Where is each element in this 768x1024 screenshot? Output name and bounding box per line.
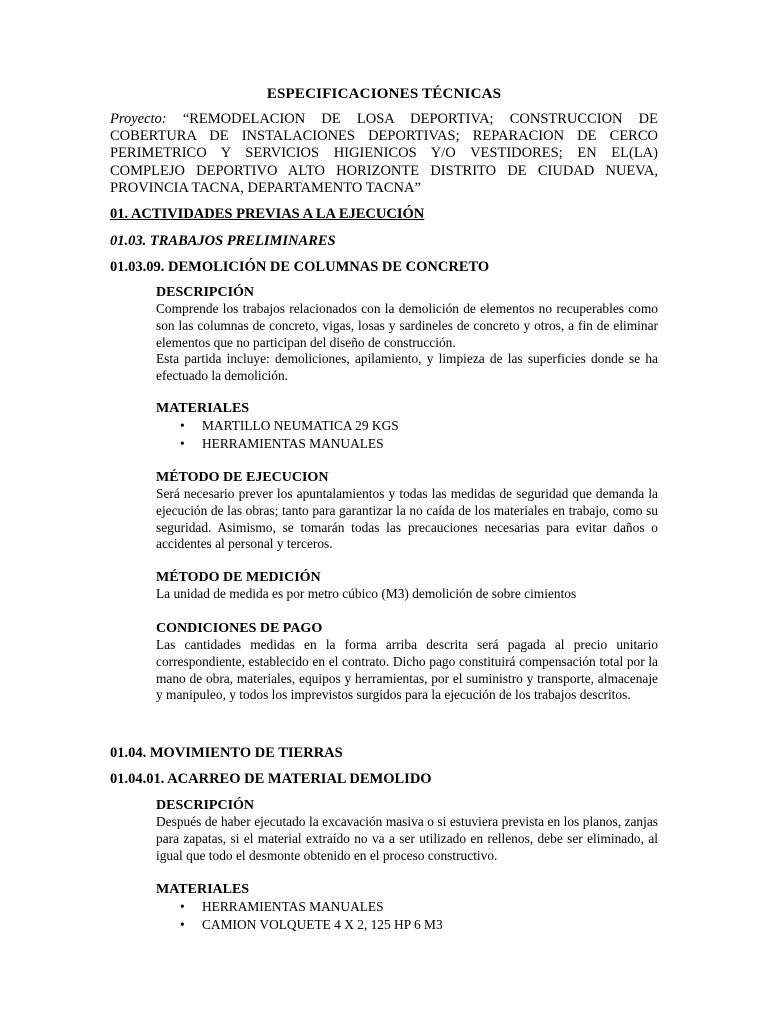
project-label: Proyecto: xyxy=(110,111,167,127)
metodo-medicion-title: MÉTODO DE MEDICIÓN xyxy=(156,570,321,585)
subsection-heading-0104: 01.04. MOVIMIENTO DE TIERRAS xyxy=(110,745,343,761)
bullet-icon: • xyxy=(180,916,185,932)
condiciones-pago-title: CONDICIONES DE PAGO xyxy=(156,621,323,636)
item-heading-010309: 01.03.09. DEMOLICIÓN DE COLUMNAS DE CONCRETO xyxy=(110,259,490,275)
list-item: • MARTILLO NEUMATICA 29 KGS xyxy=(180,418,399,433)
materiales-list xyxy=(156,417,658,452)
metodo-ejecucion-block xyxy=(156,469,658,553)
descripcion-block-010401 xyxy=(156,797,658,864)
list-item: • CAMION VOLQUETE 4 X 2, 125 HP 6 M3 xyxy=(180,916,443,932)
materiales-block-010309 xyxy=(156,400,658,452)
item-heading-010401: 01.04.01. ACARREO DE MATERIAL DEMOLIDO xyxy=(110,771,432,787)
metodo-ejecucion-title: MÉTODO DE EJECUCION xyxy=(156,470,329,485)
metodo-medicion-paragraph: La unidad de medida es por metro cúbico (M3) demolición de sobre cimientos xyxy=(156,586,577,601)
descripcion-block-010309 xyxy=(156,284,658,385)
metodo-medicion-block xyxy=(156,569,658,603)
metodo-ejecucion-paragraph: Será necesario prever los apuntalamientos y todas las medidas de seguridad que demanda la ejecución de las obras; tanto para garantizar la no caída de los materiales en trabajo, como su seguridad. Asimismo, se tomarán todas las precauciones necesarias para evitar daños o accidentes al personal y terceros. xyxy=(156,486,658,552)
materiales-title: MATERIALES xyxy=(156,401,250,416)
bullet-icon: • xyxy=(180,899,185,914)
document-title: ESPECIFICACIONES TÉCNICAS xyxy=(266,86,502,102)
descripcion-paragraph: Esta partida incluye: demoliciones, apilamiento, y limpieza de las superficies donde se ha efectuado la demolición. xyxy=(156,351,658,384)
subsection-heading-0103: 01.03. TRABAJOS PRELIMINARES xyxy=(110,233,336,249)
condiciones-pago-paragraph: Las cantidades medidas en la forma arriba descrita será pagada al precio unitario correspondiente, establecido en el contrato. Dicho pago constituirá compensación total por la mano de obra, materiales, equipos y herramientas, por el suministro y transporte, almacenaje y manipuleo, y todos los imprevistos surgidos para la ejecución de los trabajos descritos. xyxy=(156,637,658,703)
descripcion-paragraph: Comprende los trabajos relacionados con la demolición de elementos no recuperables como son las columnas de concreto, vigas, losas y sardineles de concreto y otros, a fin de eliminar elementos que no participan del diseño de construcción. xyxy=(156,301,658,350)
list-item: • HERRAMIENTAS MANUALES xyxy=(180,899,384,914)
materiales-block-010401 xyxy=(156,881,658,933)
project-text: “REMODELACION DE LOSA DEPORTIVA; CONSTRUCCION DE COBERTURA DE INSTALACIONES DEPORTIVAS; REPARACION DE CERCO PERIMETRICO Y SERVICIOS HIGIENICOS Y/O VESTIDORES; EN EL(LA) COMPLEJO DEPORTIVO ALTO HORIZONTE DISTRITO DE CIUDAD NUEVA, PROVINCIA TACNA, DEPARTAMENTO TACNA” xyxy=(110,111,659,196)
list-item: • HERRAMIENTAS MANUALES xyxy=(180,435,384,451)
condiciones-pago-block xyxy=(156,620,658,704)
materiales-list xyxy=(156,898,658,933)
bullet-icon: • xyxy=(180,435,185,451)
section-heading-01: 01. ACTIVIDADES PREVIAS A LA EJECUCIÓN xyxy=(110,206,425,222)
project-paragraph xyxy=(110,111,658,197)
bullet-icon: • xyxy=(180,418,185,433)
descripcion-title: DESCRIPCIÓN xyxy=(156,285,255,300)
materiales-title: MATERIALES xyxy=(156,882,250,897)
descripcion-paragraph: Después de haber ejecutado la excavación masiva o si estuviera prevista en los planos, zanjas para zapatas, si el material extraído no va a ser utilizado en rellenos, debe ser eliminado, al igual que todo el desmonte obtenido en el proceso constructivo. xyxy=(156,814,658,863)
descripcion-title: DESCRIPCIÓN xyxy=(156,798,255,813)
